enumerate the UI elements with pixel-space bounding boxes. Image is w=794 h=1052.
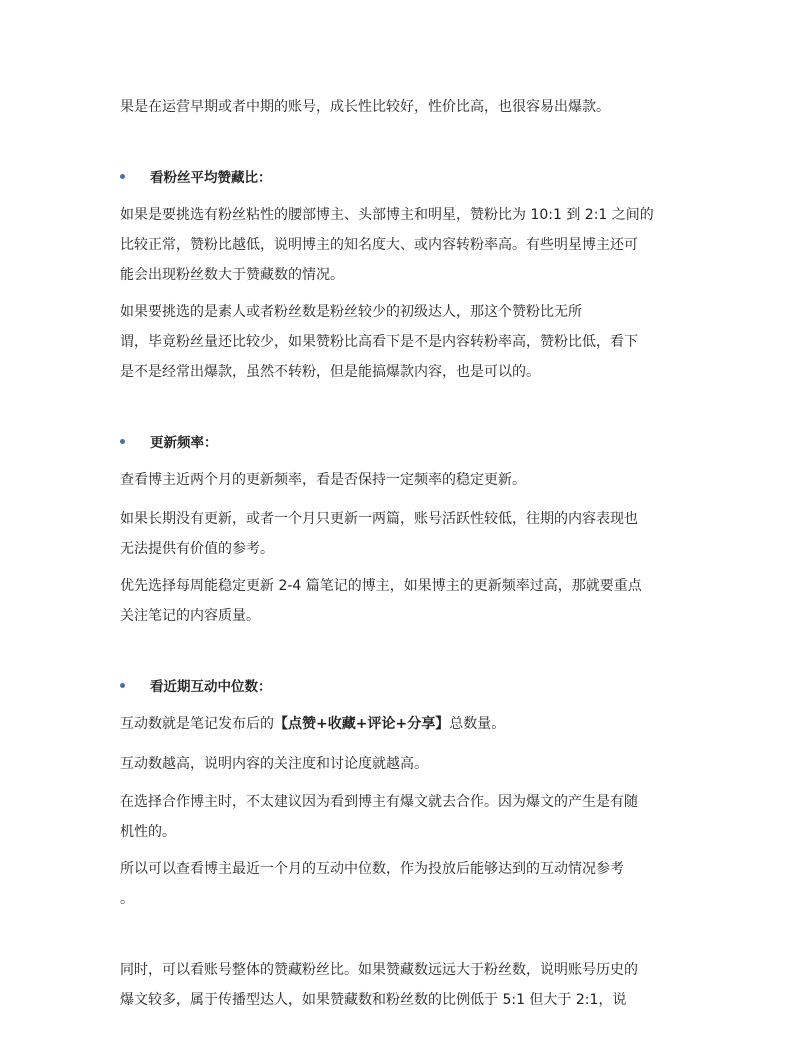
paragraph-line: 机性的。 — [120, 824, 176, 840]
bold-text-run: 【点赞+收藏+评论+分享】 — [274, 716, 450, 732]
section-heading-text: 看粉丝平均赞藏比： — [150, 170, 272, 186]
bullet-icon — [120, 683, 125, 688]
paragraph-line: 无法提供有价值的参考。 — [120, 541, 274, 557]
paragraph-line: 同时，可以看账号整体的赞藏粉丝比。如果赞藏数远远大于粉丝数，说明账号历史的 — [120, 962, 638, 978]
paragraph-line: 互动数越高，说明内容的关注度和讨论度就越高。 — [120, 756, 428, 772]
section-heading-text: 更新频率： — [150, 435, 218, 451]
paragraph-line: 关注笔记的内容质量。 — [120, 608, 260, 624]
bullet-icon — [120, 439, 125, 444]
section-heading-update-frequency — [120, 433, 218, 453]
section-heading-interaction-median — [120, 677, 272, 697]
paragraph-line: 是不是经常出爆款，虽然不转粉，但是能搞爆款内容，也是可以的。 — [120, 364, 540, 380]
paragraph-line: 如果是要挑选有粉丝粘性的腰部博主、头部博主和明星，赞粉比为 10:1 到 2:1 之间的 — [120, 207, 654, 223]
paragraph-line: 如果长期没有更新，或者一个月只更新一两篇，账号活跃性较低，往期的内容表现也 — [120, 511, 638, 527]
section-heading-like-ratio — [120, 168, 272, 188]
paragraph-line: 查看博主近两个月的更新频率，看是否保持一定频率的稳定更新。 — [120, 472, 526, 488]
paragraph-line: 。 — [120, 891, 134, 907]
paragraph-line: 如果要挑选的是素人或者粉丝数是粉丝较少的初级达人，那这个赞粉比无所 — [120, 304, 582, 320]
paragraph-line: 谓，毕竟粉丝量还比较少，如果赞粉比高看下是不是内容转粉率高，赞粉比低，看下 — [120, 334, 638, 350]
paragraph-line: 所以可以查看博主最近一个月的互动中位数，作为投放后能够达到的互动情况参考 — [120, 861, 624, 877]
paragraph-line: 比较正常，赞粉比越低，说明博主的知名度大、或内容转粉率高。有些明星博主还可 — [120, 237, 638, 253]
text-run: 总数量。 — [449, 716, 506, 732]
section-heading-text: 看近期互动中位数： — [150, 679, 272, 695]
paragraph-top: 果是在运营早期或者中期的账号，成长性比较好，性价比高，也很容易出爆款。 — [120, 99, 610, 115]
paragraph-line — [120, 714, 684, 734]
paragraph-line: 在选择合作博主时，不太建议因为看到博主有爆文就去合作。因为爆文的产生是有随 — [120, 794, 638, 810]
paragraph-line: 优先选择每周能稳定更新 2-4 篇笔记的博主，如果博主的更新频率过高，那就要重点 — [120, 578, 642, 594]
paragraph-line: 爆文较多，属于传播型达人，如果赞藏数和粉丝数的比例低于 5:1 但大于 2:1，说 — [120, 992, 627, 1008]
paragraph-line: 能会出现粉丝数大于赞藏数的情况。 — [120, 267, 344, 283]
text-run: 互动数就是笔记发布后的 — [120, 716, 274, 732]
bullet-icon — [120, 174, 125, 179]
